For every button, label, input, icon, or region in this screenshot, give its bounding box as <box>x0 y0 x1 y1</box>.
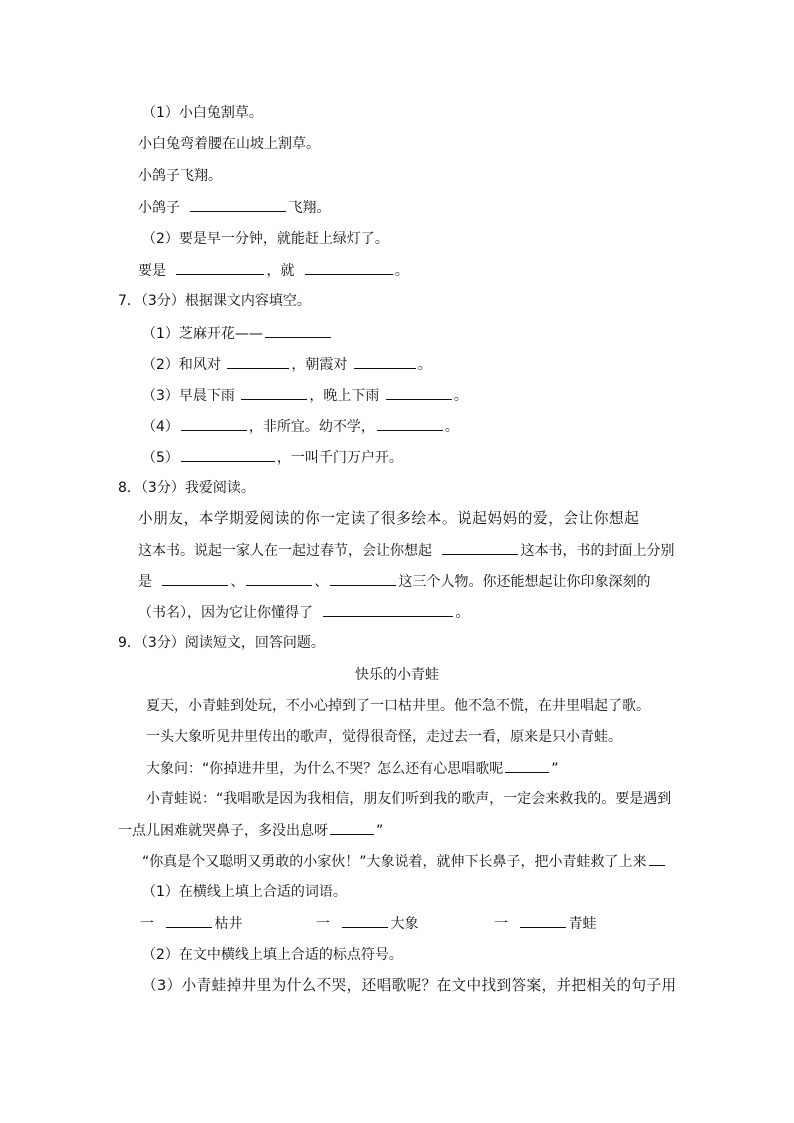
q7-item2-a: （2）和风对 <box>142 357 221 373</box>
answer-blank[interactable] <box>305 260 393 275</box>
answer-blank[interactable] <box>442 540 518 555</box>
q7-item2-b: ，朝霞对 <box>291 357 348 373</box>
q6-part2-fill-line <box>138 260 409 281</box>
q7-item3-a: （3）早晨下雨 <box>142 388 235 404</box>
q7-item3-b: ，晚上下雨 <box>309 388 380 404</box>
story-title: 快乐的小青蛙 <box>355 667 439 683</box>
q6-part2-fill-a: 要是 <box>138 263 166 279</box>
word-suffix: 枯井 <box>214 916 243 932</box>
q8-line4 <box>138 602 469 623</box>
word-prefix: 一 <box>316 916 330 932</box>
q7-item5-b: ，一叫千门万户开。 <box>276 450 403 466</box>
answer-blank[interactable] <box>265 323 331 338</box>
answer-blank[interactable] <box>241 385 307 400</box>
punctuation-blank[interactable] <box>330 820 374 835</box>
answer-blank[interactable] <box>330 571 396 586</box>
answer-blank[interactable] <box>520 913 566 928</box>
q8-line2-b: 这本书，书的封面上分别 <box>520 543 675 559</box>
word-suffix: 青蛙 <box>568 916 597 932</box>
q7-item4 <box>142 416 459 437</box>
q6-part1-prompt: 小鸽子飞翔。 <box>138 168 222 184</box>
story-para4: 小青蛙说：“我唱歌是因为我相信，朋友们听到我的歌声，一定会来救我的。要是遇到 <box>146 791 672 807</box>
q6-part1-example: 小白兔弯着腰在山坡上割草。 <box>138 136 320 152</box>
q8-title: 8．（3分）我爱阅读。 <box>118 480 255 496</box>
q9-sub1: （1）在横线上填上合适的词语。 <box>142 884 347 900</box>
q9-sub3: （3）小青蛙掉井里为什么不哭，还唱歌呢？在文中找到答案，并把相关的句子用 <box>142 977 677 994</box>
q6-part2-fill-c: 。 <box>394 263 409 279</box>
q6-part1-fill-pre: 小鸽子 <box>138 200 180 216</box>
q7-item1-text: （1）芝麻开花—— <box>142 326 263 342</box>
q7-item4-b: ，非所宜。幼不学， <box>248 419 375 435</box>
answer-blank[interactable] <box>323 602 453 617</box>
answer-blank[interactable] <box>227 354 289 369</box>
q9-word-blank-1 <box>140 913 242 934</box>
story-para1: 夏天，小青蛙到处玩，不小心掉到了一口枯井里。他不急不慌，在井里唱起了歌。 <box>146 698 650 714</box>
story-para5 <box>142 851 667 872</box>
story-para3-b: ” <box>551 761 559 777</box>
q9-sub2: （2）在文中横线上填上合适的标点符号。 <box>142 947 403 963</box>
word-prefix: 一 <box>140 916 154 932</box>
q6-part1-fill-line <box>138 197 330 218</box>
q8-line3 <box>138 571 650 592</box>
story-para3 <box>146 758 559 779</box>
q6-part1-label: （1）小白兔割草。 <box>142 105 263 121</box>
q8-line2 <box>138 540 674 561</box>
answer-blank[interactable] <box>386 385 452 400</box>
q9-title: 9．（3分）阅读短文，回答问题。 <box>118 635 325 651</box>
q6-part1-fill-post: 飞翔。 <box>288 200 331 216</box>
answer-blank[interactable] <box>342 913 388 928</box>
q8-line3-c: 、 <box>314 574 329 590</box>
answer-blank[interactable] <box>166 913 212 928</box>
answer-blank[interactable] <box>246 571 312 586</box>
answer-blank[interactable] <box>354 354 416 369</box>
answer-blank[interactable] <box>377 416 443 431</box>
q7-item4-c: 。 <box>444 419 459 435</box>
q7-item3 <box>142 385 468 406</box>
story-para5-text: “你真是个又聪明又勇敢的小家伙！”大象说着，就伸下长鼻子，把小青蛙救了上来 <box>142 854 647 870</box>
answer-blank[interactable] <box>181 447 275 462</box>
story-para2: 一头大象听见井里传出的歌声，觉得很奇怪，走过去一看，原来是只小青蛙。 <box>146 729 622 745</box>
q7-item4-a: （4） <box>142 419 179 435</box>
q8-line3-d: 这三个人物。你还能想起让你印象深刻的 <box>398 574 651 590</box>
story-para4-cont-a: 一点儿困难就哭鼻子，多没出息呀 <box>118 823 328 839</box>
answer-blank[interactable] <box>190 197 286 212</box>
word-suffix: 大象 <box>390 916 419 932</box>
q8-line4-a: （书名），因为它让你懂得了 <box>138 605 313 621</box>
punctuation-blank[interactable] <box>649 851 665 866</box>
q8-line2-a: 这本书。说起一家人在一起过春节，会让你想起 <box>138 543 432 559</box>
answer-blank[interactable] <box>176 260 264 275</box>
q9-word-blank-2 <box>316 913 418 934</box>
story-para3-a: 大象问：“你掉进井里，为什么不哭？怎么还有心思唱歌呢 <box>146 761 504 777</box>
q7-item2-c: 。 <box>417 357 432 373</box>
word-prefix: 一 <box>494 916 508 932</box>
q7-item5 <box>142 447 403 468</box>
q8-line3-a: 是 <box>138 574 152 590</box>
q7-item1 <box>142 323 333 344</box>
q7-item5-a: （5） <box>142 450 179 466</box>
q8-line3-b: 、 <box>230 574 245 590</box>
q9-word-blank-3 <box>494 913 596 934</box>
punctuation-blank[interactable] <box>505 758 549 773</box>
q6-part2-fill-b: ，就 <box>266 263 295 279</box>
story-para4-cont-b: ” <box>376 823 384 839</box>
answer-blank[interactable] <box>162 571 228 586</box>
story-para4-cont <box>118 820 383 841</box>
q6-part2-label: （2）要是早一分钟，就能赶上绿灯了。 <box>142 231 389 247</box>
q8-line4-b: 。 <box>455 605 470 621</box>
answer-blank[interactable] <box>181 416 247 431</box>
q8-line1: 小朋友，本学期爱阅读的你一定读了很多绘本。说起妈妈的爱，会让你想起 <box>138 510 640 527</box>
q7-item3-c: 。 <box>453 388 468 404</box>
q7-item2 <box>142 354 432 375</box>
q7-title: 7．（3分）根据课文内容填空。 <box>118 293 311 309</box>
